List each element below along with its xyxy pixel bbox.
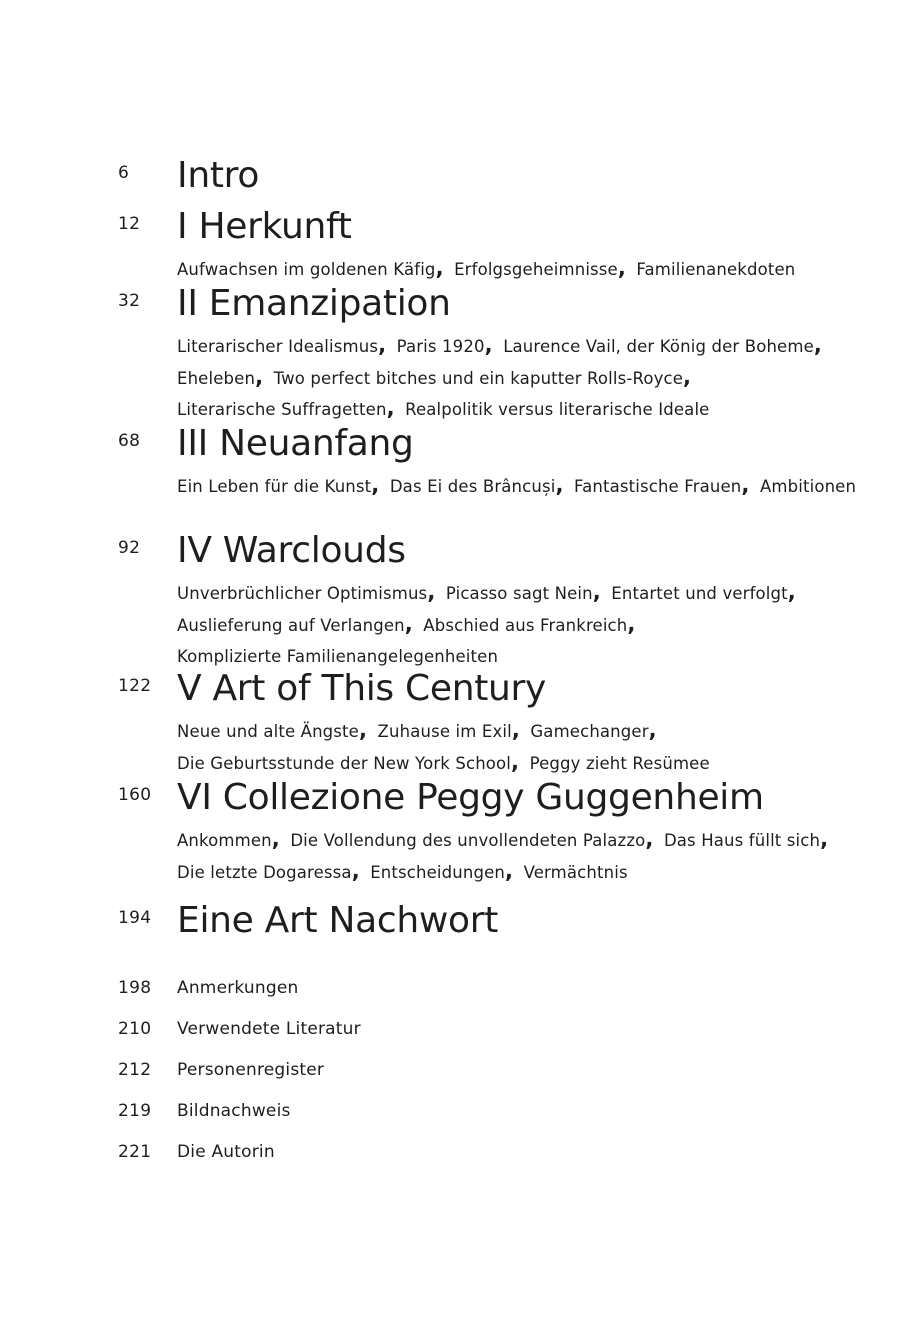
chapter-page-number: 12 — [118, 214, 141, 234]
chapter-page-number: 6 — [118, 163, 130, 183]
subtitle-separator: , — [386, 396, 395, 420]
subtitle-separator: , — [617, 256, 626, 280]
appendix-label: Bildnachweis — [177, 1101, 291, 1121]
chapter-subtitle: Die letzte Dogaressa — [177, 862, 352, 882]
chapter-subtitle: Das Ei des Brâncuși — [389, 477, 556, 496]
appendix-page-number: 221 — [118, 1142, 152, 1162]
appendix-page-number: 198 — [118, 978, 152, 998]
chapter-subtitles — [177, 254, 857, 286]
toc-appendix-anmerkungen — [0, 976, 916, 1000]
chapter-subtitle: Entartet und verfolgt — [611, 584, 788, 603]
subtitle-separator: , — [404, 611, 413, 636]
chapter-subtitle: Laurence Vail, der König der Boheme — [503, 337, 814, 356]
subtitle-separator: , — [648, 718, 657, 742]
chapter-subtitle: Erfolgsgeheimnisse — [454, 260, 618, 279]
subtitle-separator: , — [358, 718, 368, 742]
subtitle-separator: , — [555, 473, 564, 497]
chapter-subtitle: Gamechanger — [530, 722, 649, 741]
subtitle-separator: , — [813, 333, 823, 357]
subtitle-separator: , — [505, 858, 514, 883]
chapter-subtitle: Zuhause im Exil — [377, 722, 512, 741]
chapter-title: III Neuanfang — [177, 423, 414, 464]
appendix-label: Verwendete Literatur — [177, 1019, 361, 1039]
chapter-subtitles — [177, 471, 857, 503]
chapter-title: V Art of This Century — [177, 668, 547, 709]
chapter-subtitle: Familienanekdoten — [636, 260, 796, 279]
chapter-subtitle: Literarische Suffragetten — [177, 400, 387, 419]
chapter-subtitle: Literarischer Idealismus — [177, 337, 379, 356]
toc-appendix-autorin — [0, 1140, 916, 1164]
chapter-subtitle: Paris 1920 — [396, 337, 485, 356]
chapter-page-number: 160 — [118, 785, 152, 805]
chapter-title: Intro — [177, 155, 260, 196]
subtitle-separator: , — [627, 611, 636, 636]
subtitle-separator: , — [351, 858, 360, 883]
chapter-page-number: 32 — [118, 291, 141, 311]
chapter-subtitle: Das Haus füllt sich — [663, 831, 821, 850]
toc-appendix-bildnachweis — [0, 1099, 916, 1123]
appendix-page-number: 212 — [118, 1060, 152, 1080]
appendix-label: Die Autorin — [177, 1142, 275, 1162]
chapter-subtitle: Realpolitik versus literarische Ideale — [405, 400, 710, 419]
chapter-subtitle: Fantastische Frauen — [574, 477, 742, 496]
subtitle-separator: , — [371, 473, 380, 497]
chapter-subtitle: Unverbrüchlicher Optimismus — [177, 584, 428, 603]
subtitle-separator: , — [645, 827, 654, 851]
chapter-subtitle: Peggy zieht Resümee — [529, 753, 710, 773]
chapter-subtitle: Auslieferung auf Verlangen — [177, 615, 405, 635]
chapter-page-number: 92 — [118, 538, 141, 558]
subtitle-separator: , — [435, 256, 444, 280]
subtitle-separator: , — [787, 580, 796, 604]
chapter-subtitles — [177, 578, 857, 673]
chapter-subtitles — [177, 331, 857, 426]
chapter-page-number: 122 — [118, 676, 152, 696]
chapter-subtitle: Komplizierte Familienangelegenheiten — [177, 647, 499, 666]
appendix-page-number: 210 — [118, 1019, 152, 1039]
subtitle-separator: , — [271, 827, 280, 851]
chapter-title: I Herkunft — [177, 206, 352, 247]
chapter-subtitle: Aufwachsen im goldenen Käfig — [177, 260, 436, 279]
chapter-title: IV Warclouds — [177, 530, 406, 571]
subtitle-separator: , — [820, 827, 829, 851]
appendix-label: Anmerkungen — [177, 978, 299, 998]
chapter-subtitle: Neue und alte Ängste — [177, 722, 359, 741]
subtitle-separator: , — [378, 333, 387, 357]
chapter-title: Eine Art Nachwort — [177, 900, 499, 941]
chapter-title: II Emanzipation — [177, 283, 451, 324]
chapter-subtitle: Vermächtnis — [523, 862, 628, 882]
toc-appendix-personenregister — [0, 1058, 916, 1082]
chapter-title: VI Collezione Peggy Guggenheim — [177, 777, 764, 818]
subtitle-separator: , — [484, 333, 493, 357]
chapter-page-number: 194 — [118, 908, 152, 928]
chapter-page-number: 68 — [118, 431, 141, 451]
chapter-subtitle: Eheleben — [177, 368, 256, 388]
chapter-subtitle: Die Vollendung des unvollendeten Palazzo — [290, 831, 646, 850]
chapter-subtitle: Entscheidungen — [370, 862, 506, 882]
appendix-label: Personenregister — [177, 1060, 325, 1080]
subtitle-separator: , — [592, 580, 601, 604]
subtitle-separator: , — [255, 364, 264, 389]
chapter-subtitle: Two perfect bitches und ein kaputter Rolls-Royce — [273, 368, 684, 388]
chapter-subtitles — [177, 825, 857, 888]
chapter-subtitle: Ein Leben für die Kunst — [177, 477, 372, 496]
chapter-subtitle: Die Geburtsstunde der New York School — [177, 753, 512, 773]
subtitle-separator: , — [427, 580, 436, 604]
subtitle-separator: , — [511, 749, 520, 774]
appendix-page-number: 219 — [118, 1101, 152, 1121]
toc-appendix-literatur — [0, 1017, 916, 1041]
chapter-subtitles — [177, 716, 857, 779]
chapter-subtitle: Ankommen — [177, 831, 272, 850]
chapter-subtitle: Abschied aus Frankreich — [423, 615, 628, 635]
subtitle-separator: , — [741, 473, 750, 497]
chapter-subtitle: Picasso sagt Nein — [445, 584, 593, 603]
subtitle-separator: , — [683, 364, 692, 389]
subtitle-separator: , — [511, 718, 520, 742]
chapter-subtitle: Ambitionen — [759, 477, 857, 496]
